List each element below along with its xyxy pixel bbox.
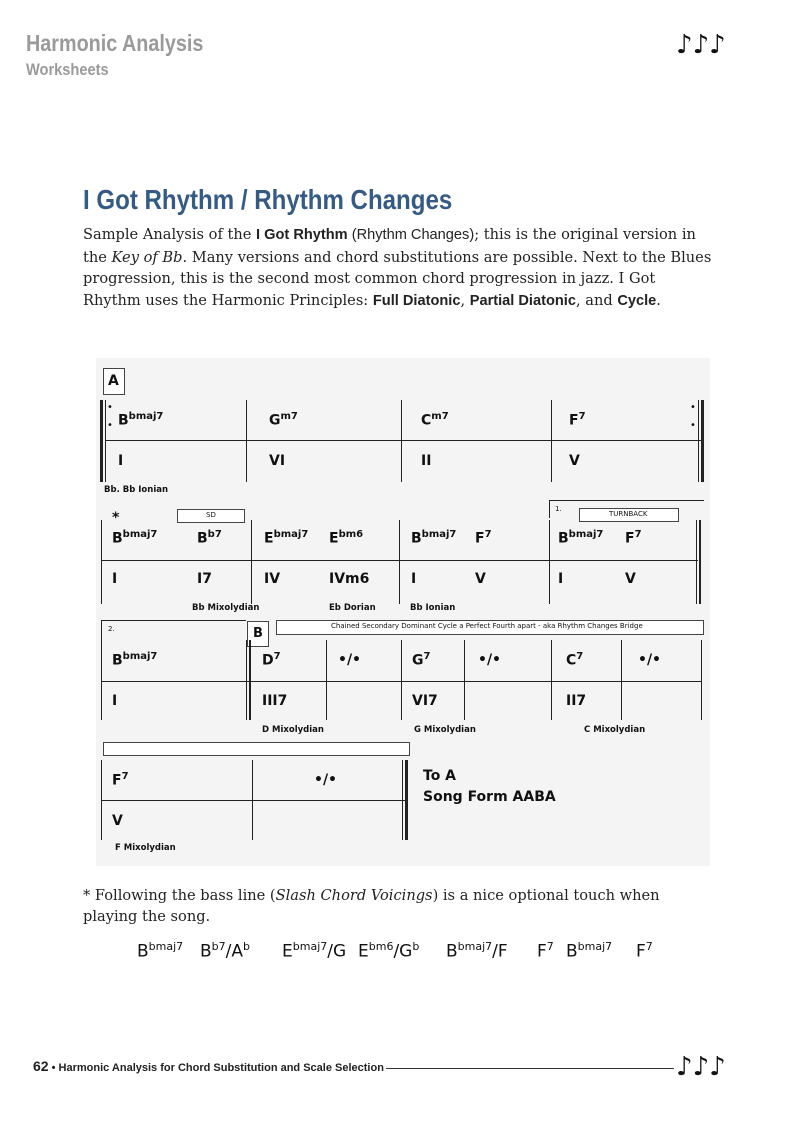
- numeral-r2-7: I: [558, 571, 564, 587]
- bridge-note-box: [276, 620, 704, 635]
- ending-1: 1.: [555, 505, 562, 513]
- repeat-r4-1: •/•: [314, 772, 338, 788]
- page-number: 62: [33, 1058, 49, 1074]
- chord-r2-3: $E^{bmaj7}$: [264, 529, 309, 547]
- numeral-r1-3: II: [421, 453, 432, 469]
- numeral-r2-3: IV: [264, 571, 281, 587]
- chord-r1-3: $C^{m7}$: [421, 411, 449, 429]
- footnote: * Following the bass line (Slash Chord Voicings) is a nice optional touch when playing the song.: [83, 887, 660, 925]
- chord-r2-2: $B^{b7}$: [197, 529, 222, 547]
- song-title: I Got Rhythm: [256, 227, 348, 243]
- chord-r3-4: $C^7$: [566, 651, 584, 669]
- bass-chord-6: $F^7$: [537, 940, 554, 962]
- scale-r3-2: G Mixolydian: [414, 725, 476, 735]
- numeral-r2-1: I: [112, 571, 118, 587]
- repeat-r3-1: •/•: [338, 652, 362, 668]
- numeral-r3-1: I: [112, 693, 118, 709]
- bass-chord-2: $B^{b7}/A^b$: [200, 940, 250, 962]
- music-notes-icon: ♪♪♪: [676, 30, 726, 60]
- empty-label-box: [103, 742, 410, 756]
- numeral-r2-4: IVm6: [329, 571, 370, 587]
- bass-chord-7: $B^{bmaj7}$: [566, 940, 613, 962]
- scale-r3-3: C Mixolydian: [584, 725, 646, 735]
- numeral-r1-2: VI: [269, 453, 286, 469]
- intro-paragraph: Sample Analysis of the I Got Rhythm (Rhythm Changes); this is the original version in the Key of Bb. Many versions and chord substitutions are possible. Next to the Blues progression, this is the second most common chord progression in jazz. I Got Rhythm uses the Harmonic Principles: Full Diatonic, Partial Diatonic, and Cycle.: [83, 226, 712, 309]
- sd-box: SD: [177, 509, 245, 523]
- scale-r3-1: D Mixolydian: [262, 725, 324, 735]
- numeral-r3-2: III7: [262, 693, 288, 709]
- scale-r1: Bb. Bb Ionian: [104, 485, 169, 495]
- ending-2: 2.: [108, 625, 115, 633]
- chord-chart: A • • • • $B^{bmaj7}$ $G^{m7}$ $C^{m7}$ $F^7$ I VI II V Bb. Bb Ionian * SD 1. TURNBACK $B^{bmaj7}$ $B^{b7}$ $E^{bmaj7}$ $E^{bm6}$ $B^{bmaj7}$ $F^7$ $B^{bmaj7}$ $F^7$ I I7 IV IVm6 I V I V Bb Mixolydian Eb Dorian Bb Ionian 2. B Chained Secondary Dominant Cycle a Perfect Fourth apart - aka Rhythm Changes Bridge $B^{bmaj7}$ $D^7$ •/• $G^7$ •/• $C^7$ •/• I III7 VI7 II7 D Mixolydian G Mixolydian C Mixolydian $F^7$ •/• V F Mixolydian To A Song Form AABA: [96, 358, 710, 866]
- bridge-note: Chained Secondary Dominant Cycle a Perfect Fourth apart - aka Rhythm Changes Bridge: [331, 622, 643, 630]
- chord-r1-1: $B^{bmaj7}$: [118, 411, 164, 429]
- numeral-r1-1: I: [118, 453, 124, 469]
- chord-r2-6: $F^7$: [475, 529, 492, 547]
- numeral-r2-2: I7: [197, 571, 212, 587]
- to-a-label: To A: [423, 768, 457, 784]
- footer-rule: [386, 1068, 674, 1069]
- chord-r3-3: $G^7$: [412, 651, 431, 669]
- principle-partial-diatonic: Partial Diatonic: [469, 292, 576, 309]
- numeral-r2-6: V: [475, 571, 486, 587]
- header-title: Harmonic Analysis: [26, 30, 204, 56]
- bass-chord-1: $B^{bmaj7}$: [137, 940, 184, 962]
- chord-r1-4: $F^7$: [569, 411, 586, 429]
- bass-chord-3: $E^{bmaj7}/G$: [282, 940, 347, 962]
- scale-r2-2: Eb Dorian: [329, 603, 376, 613]
- chord-r2-1: $B^{bmaj7}$: [112, 529, 158, 547]
- chord-r2-8: $F^7$: [625, 529, 642, 547]
- footer-title: Harmonic Analysis for Chord Substitution and Scale Selection: [58, 1062, 384, 1074]
- section-b-marker: B: [247, 621, 269, 647]
- scale-r2-3: Bb Ionian: [410, 603, 456, 613]
- numeral-r1-4: V: [569, 453, 580, 469]
- section-title: I Got Rhythm / Rhythm Changes: [83, 184, 453, 215]
- chord-r3-2: $D^7$: [262, 651, 281, 669]
- scale-r4: F Mixolydian: [115, 843, 176, 853]
- repeat-r3-3: •/•: [638, 652, 662, 668]
- chord-r2-7: $B^{bmaj7}$: [558, 529, 604, 547]
- chord-r2-5: $B^{bmaj7}$: [411, 529, 457, 547]
- bass-chord-8: $F^7$: [636, 940, 653, 962]
- bass-chord-5: $B^{bmaj7}/F$: [446, 940, 508, 962]
- bass-chord-4: $E^{bm6}/G^b$: [358, 940, 420, 962]
- numeral-r4-1: V: [112, 813, 123, 829]
- song-form-label: Song Form AABA: [423, 789, 556, 805]
- principle-cycle: Cycle: [617, 292, 657, 309]
- repeat-r3-2: •/•: [478, 652, 502, 668]
- turnback-box: TURNBACK: [579, 508, 679, 522]
- numeral-r3-4: II7: [566, 693, 587, 709]
- chord-r1-2: $G^{m7}$: [269, 411, 298, 429]
- numeral-r3-3: VI7: [412, 693, 438, 709]
- numeral-r2-8: V: [625, 571, 636, 587]
- header-subtitle: Worksheets: [26, 60, 109, 79]
- page-footer: 62 • Harmonic Analysis for Chord Substitution and Scale Selection: [33, 1058, 384, 1074]
- chord-r4-1: $F^7$: [112, 771, 129, 789]
- chord-r2-4: $E^{bm6}$: [329, 529, 364, 547]
- chord-r3-1: $B^{bmaj7}$: [112, 651, 158, 669]
- principle-full-diatonic: Full Diatonic: [372, 292, 461, 309]
- section-a-marker: A: [103, 368, 125, 395]
- scale-r2-1: Bb Mixolydian: [192, 603, 260, 613]
- numeral-r2-5: I: [411, 571, 417, 587]
- footer-music-notes-icon: ♪♪♪: [676, 1052, 726, 1082]
